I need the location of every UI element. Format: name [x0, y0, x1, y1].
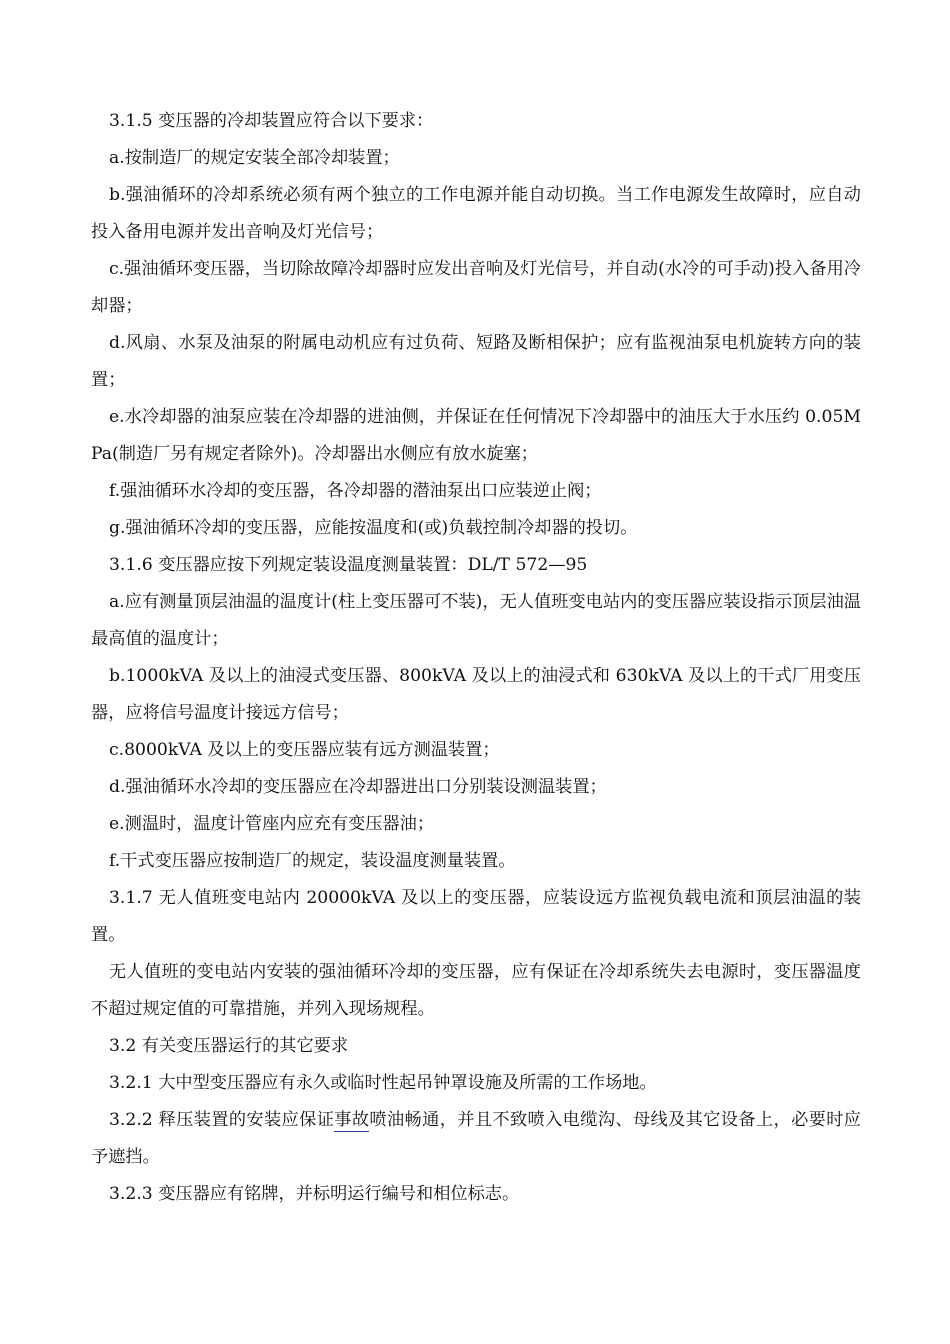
document-page [91, 103, 861, 1213]
paragraph-item-a: a.按制造厂的规定安装全部冷却装置； [109, 148, 400, 168]
paragraph-3-1-5: 3.1.5 变压器的冷却装置应符合以下要求： [109, 111, 434, 131]
paragraph-temp-a: a.应有测量顶层油温的温度计(柱上变压器可不装)，无人值班变电站内的变压器应装设指示顶层油温最高值的温度计； [91, 592, 861, 649]
paragraph-temp-d: d.强油循环水冷却的变压器应在冷却器进出口分别装设测温装置； [109, 777, 607, 797]
paragraph-unattended: 无人值班的变电站内安装的强油循环冷却的变压器，应有保证在冷却系统失去电源时，变压器温度不超过规定值的可靠措施，并列入现场规程。 [91, 962, 861, 1019]
paragraph-temp-c: c.8000kVA 及以上的变压器应装有远方测温装置； [109, 740, 500, 760]
paragraph-temp-b: b.1000kVA 及以上的油浸式变压器、800kVA 及以上的油浸式和 630kVA 及以上的干式厂用变压器，应将信号温度计接远方信号； [91, 666, 861, 723]
paragraph-3-2-1: 3.2.1 大中型变压器应有永久或临时性起吊钟罩设施及所需的工作场地。 [109, 1073, 657, 1093]
paragraph-3-2-2 [91, 1102, 861, 1176]
paragraph-temp-f: f.干式变压器应按制造厂的规定，装设温度测量装置。 [109, 851, 516, 871]
paragraph-item-g: g.强油循环冷却的变压器，应能按温度和(或)负载控制冷却器的投切。 [109, 518, 638, 538]
paragraph-item-e: e.水冷却器的油泵应装在冷却器的进油侧，并保证在任何情况下冷却器中的油压大于水压约 0.05MPa(制造厂另有规定者除外)。冷却器出水侧应有放水旋塞； [91, 407, 861, 464]
paragraph-3-1-7: 3.1.7 无人值班变电站内 20000kVA 及以上的变压器，应装设远方监视负载电流和顶层油温的装置。 [91, 888, 861, 945]
paragraph-3-1-6: 3.1.6 变压器应按下列规定装设温度测量装置：DL/T 572—95 [109, 555, 588, 575]
paragraph-3-2-2-start: 3.2.2 释压装置的安装应保证 [109, 1110, 335, 1130]
paragraph-3-2-2-end: 喷油畅通，并且不致喷入电缆沟、母线及其它设备上，必要时应予遮挡。 [91, 1110, 861, 1167]
paragraph-item-c: c.强油循环变压器，当切除故障冷却器时应发出音响及灯光信号，并自动(水冷的可手动)投入备用冷却器； [91, 259, 861, 316]
paragraph-3-2: 3.2 有关变压器运行的其它要求 [109, 1036, 349, 1056]
paragraph-temp-e: e.测温时，温度计管座内应充有变压器油； [109, 814, 435, 834]
accident-link[interactable]: 事故 [334, 1110, 370, 1130]
paragraph-item-d: d.风扇、水泵及油泵的附属电动机应有过负荷、短路及断相保护；应有监视油泵电机旋转方向的装置； [91, 333, 861, 390]
paragraph-item-b: b.强油循环的冷却系统必须有两个独立的工作电源并能自动切换。当工作电源发生故障时，应自动投入备用电源并发出音响及灯光信号； [91, 185, 861, 242]
paragraph-item-f: f.强油循环水冷却的变压器，各冷却器的潜油泵出口应装逆止阀； [109, 481, 602, 501]
paragraph-3-2-3: 3.2.3 变压器应有铭牌，并标明运行编号和相位标志。 [109, 1184, 520, 1204]
